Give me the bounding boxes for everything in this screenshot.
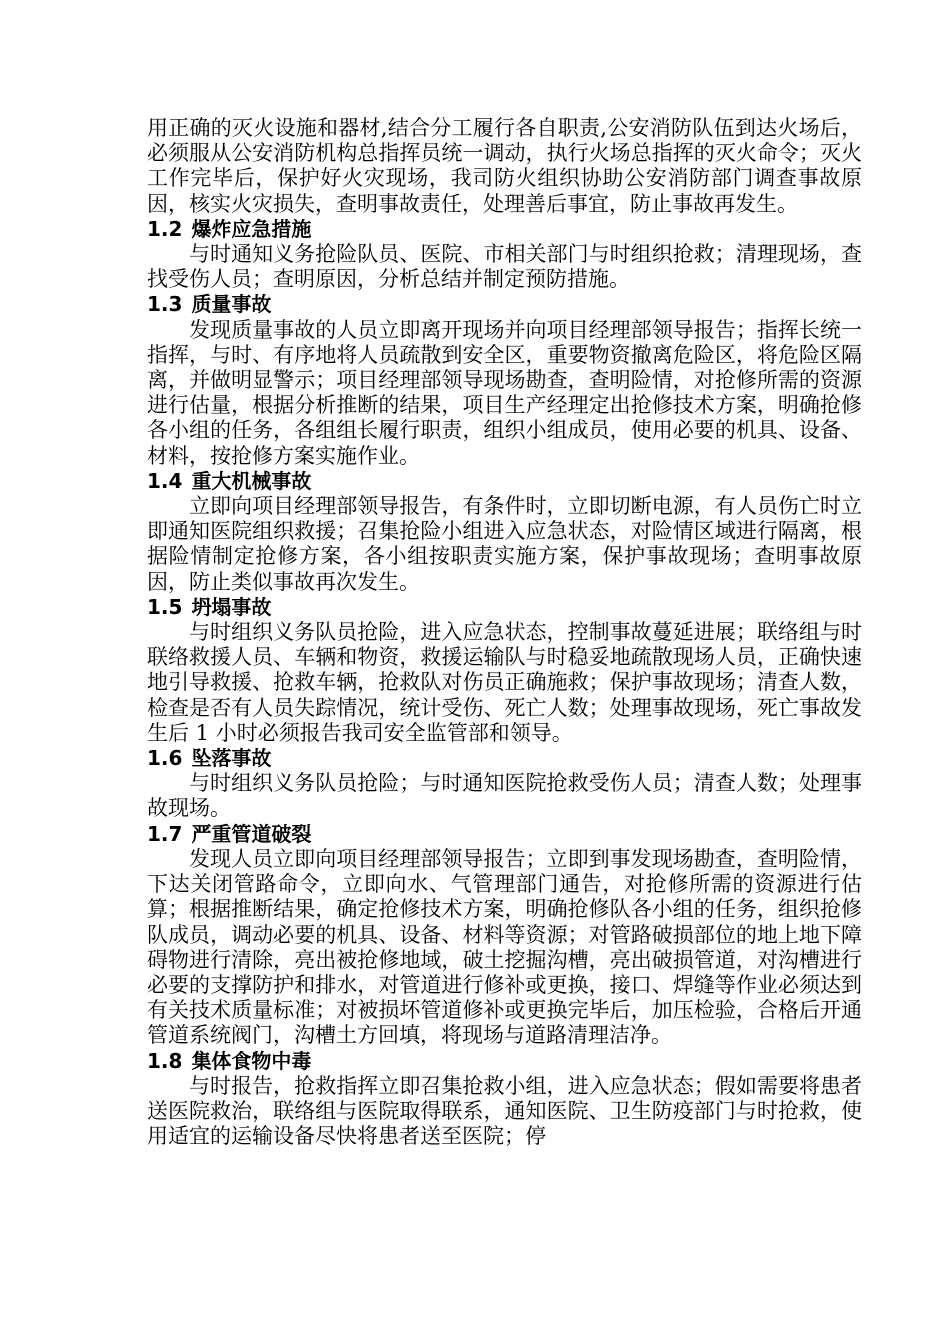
section-title: 爆炸应急措施 bbox=[191, 216, 312, 241]
section-number: 1.7 bbox=[147, 821, 183, 846]
section-number: 1.6 bbox=[147, 746, 183, 771]
section-title: 重大机械事故 bbox=[191, 468, 312, 493]
section-number: 1.3 bbox=[147, 292, 183, 317]
section-number: 1.8 bbox=[147, 1048, 183, 1073]
section-body-1-3: 发现质量事故的人员立即离开现场并向项目经理部领导报告；指挥长统一指挥，与时、有序地将人员疏散到安全区，重要物资撤离危险区，将危险区隔离，并做明显警示；项目经理部领导现场勘查，查明险情，对抢修所需的资源进行估量，根据分析推断的结果，项目生产经理定出抢修技术方案，明确抢修各小组的任务，各组组长履行职责，组织小组成员，使用必要的机具、设备、材料，按抢修方案实施作业。 bbox=[147, 317, 862, 468]
section-body-1-8: 与时报告，抢救指挥立即召集抢救小组，进入应急状态；假如需要将患者送医院救治，联络组与医院取得联系，通知医院、卫生防疫部门与时抢救，使用适宜的运输设备尽快将患者送至医院；停 bbox=[147, 1073, 862, 1149]
section-title: 坍塌事故 bbox=[191, 594, 272, 619]
section-body-1-2: 与时通知义务抢险队员、医院、市相关部门与时组织抢救；清理现场，查找受伤人员；查明原因，分析总结并制定预防措施。 bbox=[147, 242, 862, 292]
section-heading-1-6 bbox=[147, 746, 862, 771]
section-number: 1.2 bbox=[147, 216, 183, 241]
section-heading-1-5 bbox=[147, 595, 862, 620]
section-heading-1-8 bbox=[147, 1049, 862, 1074]
intro-paragraph: 用正确的灭火设施和器材,结合分工履行各自职责,公安消防队伍到达火场后，必须服从公安消防机构总指挥员统一调动，执行火场总指挥的灭火命令；灭火工作完毕后，保护好火灾现场，我司防火组织协助公安消防部门调查事故原因，核实火灾损失，查明事故责任，处理善后事宜，防止事故再发生。 bbox=[147, 116, 862, 216]
section-heading-1-3 bbox=[147, 292, 862, 317]
section-title: 集体食物中毒 bbox=[191, 1048, 312, 1073]
section-title: 严重管道破裂 bbox=[191, 821, 312, 846]
section-body-1-5: 与时组织义务队员抢险，进入应急状态，控制事故蔓延进展；联络组与时联络救援人员、车辆和物资，救援运输队与时稳妥地疏散现场人员，正确快速地引导救援、抢救车辆，抢救队对伤员正确施救；保护事故现场；清查人数，检查是否有人员失踪情况，统计受伤、死亡人数；处理事故现场，死亡事故发生后 1 小时必须报告我司安全监管部和领导。 bbox=[147, 620, 862, 745]
section-heading-1-4 bbox=[147, 469, 862, 494]
section-body-1-7: 发现人员立即向项目经理部领导报告；立即到事发现场勘查，查明险情，下达关闭管路命令，立即向水、气管理部门通告，对抢修所需的资源进行估算；根据推断结果，确定抢修技术方案，明确抢修队各小组的任务，组织抢修队成员，调动必要的机具、设备、材料等资源；对管路破损部位的地上地下障碍物进行清除，亮出被抢修地域，破土挖掘沟槽，亮出破损管道，对沟槽进行必要的支撑防护和排水，对管道进行修补或更换，接口、焊缝等作业必须达到有关技术质量标准；对被损坏管道修补或更换完毕后，加压检验，合格后开通管道系统阀门，沟槽土方回填，将现场与道路清理洁净。 bbox=[147, 846, 862, 1048]
section-title: 质量事故 bbox=[191, 292, 272, 317]
section-number: 1.5 bbox=[147, 594, 183, 619]
section-number: 1.4 bbox=[147, 468, 183, 493]
section-body-1-6: 与时组织义务队员抢险；与时通知医院抢救受伤人员；清查人数；处理事故现场。 bbox=[147, 771, 862, 821]
section-heading-1-2 bbox=[147, 217, 862, 242]
section-heading-1-7 bbox=[147, 822, 862, 847]
section-body-1-4: 立即向项目经理部领导报告，有条件时，立即切断电源，有人员伤亡时立即通知医院组织救援；召集抢险小组进入应急状态，对险情区域进行隔离，根据险情制定抢修方案，各小组按职责实施方案，保护事故现场；查明事故原因，防止类似事故再次发生。 bbox=[147, 494, 862, 594]
section-title: 坠落事故 bbox=[191, 746, 272, 771]
